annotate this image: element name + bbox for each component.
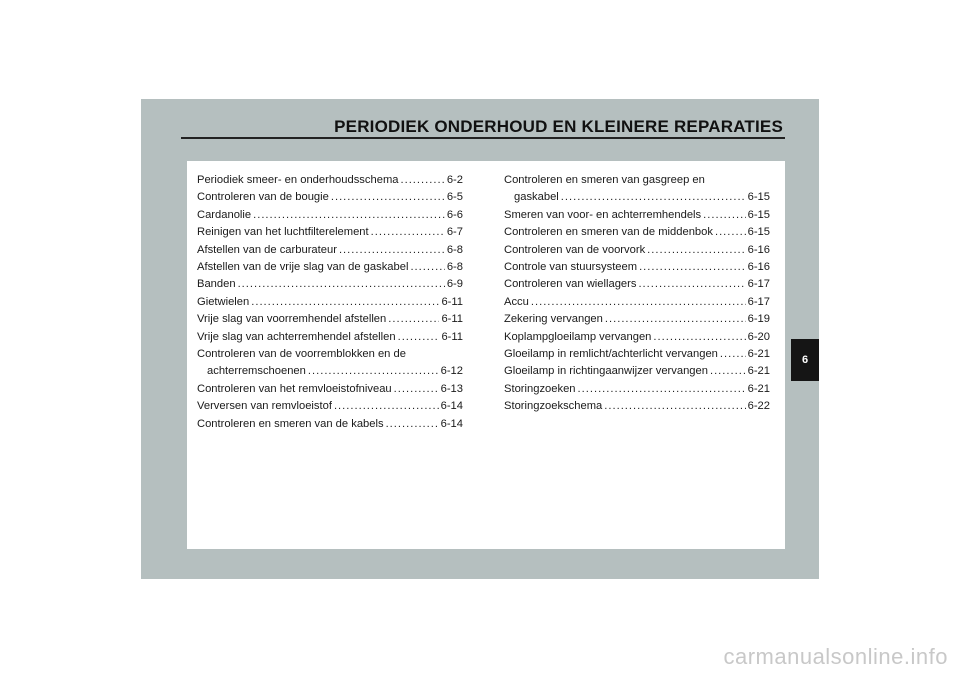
toc-entry-title: Controleren en smeren van de middenbok — [504, 226, 713, 239]
toc-entry-title: Gloeilamp in richtingaanwijzer vervangen — [504, 365, 708, 378]
toc-entry-page: 6-12 — [440, 365, 463, 378]
toc-entry-title: Verversen van remvloeistof — [197, 400, 332, 413]
dot-leader — [334, 398, 439, 415]
toc-entry[interactable] — [504, 346, 770, 363]
dot-leader — [388, 311, 439, 328]
toc-entry-page: 6-8 — [446, 261, 463, 274]
toc-entry-title: Afstellen van de vrije slag van de gaskabel — [197, 261, 409, 274]
toc-entry-page: 6-8 — [446, 243, 463, 256]
page-title: PERIODIEK ONDERHOUD EN KLEINERE REPARATIES — [334, 117, 783, 136]
toc-entry-page: 6-7 — [446, 226, 463, 239]
toc-entry-page: 6-14 — [440, 417, 463, 430]
toc-entry-title: Storingzoekschema — [504, 400, 603, 413]
toc-entry-title: Smeren van voor- en achterremhendels — [504, 208, 702, 221]
toc-entry[interactable] — [197, 207, 463, 224]
toc-entry-title: Zekering vervangen — [504, 313, 603, 326]
dot-leader — [653, 329, 745, 346]
toc-entry[interactable] — [504, 329, 770, 346]
toc-entry-page: 6-17 — [747, 295, 770, 308]
toc-entry-title: Controleren van wiellagers — [504, 278, 637, 291]
toc-entry-title: Accu — [504, 295, 529, 308]
dot-leader — [386, 416, 439, 433]
toc-entry-title: Storingzoeken — [504, 382, 576, 395]
toc-entry-page: 6-11 — [441, 295, 463, 308]
toc-entry-page: 6-17 — [747, 278, 770, 291]
toc-entry-page: 6-11 — [441, 330, 463, 343]
toc-entry-title: gaskabel — [514, 191, 559, 204]
title-underline — [181, 137, 785, 139]
toc-entry-title: Reinigen van het luchtfilterelement — [197, 226, 369, 239]
toc-entry-page: 6-2 — [446, 174, 463, 186]
dot-leader — [251, 294, 439, 311]
dot-leader — [710, 363, 746, 380]
dot-leader — [400, 172, 444, 189]
toc-entry-title: Banden — [197, 278, 236, 291]
toc-entry[interactable] — [197, 398, 463, 415]
dot-leader — [720, 346, 746, 363]
toc-entry[interactable] — [504, 311, 770, 328]
toc-entry-title: Controleren van het remvloeistofniveau — [197, 382, 392, 395]
dot-leader — [394, 381, 439, 398]
toc-entry[interactable] — [197, 224, 463, 241]
toc-entry-page: 6-20 — [747, 330, 770, 343]
toc-entry[interactable] — [197, 416, 463, 433]
toc-entry[interactable] — [197, 189, 463, 206]
toc-entry-page: 6-21 — [747, 382, 770, 395]
watermark: carmanualsonline.info — [723, 644, 948, 669]
toc-panel — [187, 161, 785, 549]
chapter-tab[interactable] — [791, 339, 819, 381]
dot-leader — [561, 189, 746, 206]
dot-leader — [703, 207, 745, 224]
dot-leader — [604, 398, 745, 415]
toc-entry[interactable] — [197, 242, 463, 259]
toc-entry[interactable] — [504, 381, 770, 398]
toc-entry-title: Gloeilamp in remlicht/achterlicht vervangen — [504, 348, 718, 361]
dot-leader — [715, 224, 746, 241]
toc-entry-title: Periodiek smeer- en onderhoudsschema — [197, 174, 399, 186]
toc-column-right — [504, 172, 770, 416]
toc-entry-page: 6-15 — [747, 191, 770, 204]
toc-column-left — [197, 172, 463, 433]
toc-entry-page: 6-9 — [446, 278, 463, 291]
toc-entry-page: 6-14 — [440, 400, 463, 413]
toc-entry-page: 6-15 — [747, 208, 770, 221]
dot-leader — [410, 259, 444, 276]
toc-entry[interactable] — [504, 259, 770, 276]
toc-entry-page: 6-13 — [440, 382, 463, 395]
toc-entry[interactable] — [197, 346, 463, 381]
toc-entry[interactable] — [197, 172, 463, 189]
toc-entry-title: Vrije slag van achterremhendel afstellen — [197, 330, 396, 343]
toc-entry[interactable] — [197, 311, 463, 328]
toc-entry[interactable] — [504, 224, 770, 241]
toc-entry[interactable] — [504, 242, 770, 259]
toc-entry-title: Gietwielen — [197, 295, 250, 308]
toc-entry-page: 6-21 — [747, 365, 770, 378]
toc-entry-page: 6-5 — [446, 191, 463, 204]
dot-leader — [647, 242, 745, 259]
toc-entry[interactable] — [504, 172, 770, 207]
dot-leader — [638, 276, 745, 293]
toc-entry-page: 6-16 — [747, 243, 770, 256]
dot-leader — [331, 189, 445, 206]
toc-entry-title: Controleren van de voorvork — [504, 243, 646, 256]
toc-entry-title: Cardanolie — [197, 208, 252, 221]
toc-entry-title: Vrije slag van voorremhendel afstellen — [197, 313, 387, 326]
toc-entry-page: 6-6 — [446, 208, 463, 221]
dot-leader — [339, 242, 445, 259]
dot-leader — [238, 276, 445, 293]
dot-leader — [398, 329, 440, 346]
toc-entry[interactable] — [197, 329, 463, 346]
dot-leader — [371, 224, 445, 241]
toc-entry-page: 6-21 — [747, 348, 770, 361]
toc-entry-title: Koplampgloeilamp vervangen — [504, 330, 652, 343]
toc-entry[interactable] — [197, 259, 463, 276]
toc-entry-page: 6-16 — [747, 261, 770, 274]
toc-entry-title-line1: Controleren en smeren van gasgreep en — [504, 174, 705, 186]
toc-entry[interactable] — [504, 363, 770, 380]
dot-leader — [308, 363, 439, 380]
toc-entry-title: Controleren van de bougie — [197, 191, 329, 204]
toc-entry-title: Controleren en smeren van de kabels — [197, 417, 384, 430]
dot-leader — [531, 294, 746, 311]
chapter-tab-number: 6 — [801, 354, 809, 366]
toc-entry[interactable] — [197, 276, 463, 293]
toc-entry[interactable] — [504, 398, 770, 415]
manual-page — [141, 99, 819, 579]
toc-entry-page: 6-22 — [747, 400, 770, 413]
dot-leader — [578, 381, 746, 398]
dot-leader — [605, 311, 746, 328]
dot-leader — [253, 207, 445, 224]
dot-leader — [639, 259, 746, 276]
toc-entry[interactable] — [197, 381, 463, 398]
toc-entry[interactable] — [504, 276, 770, 293]
toc-entry-title-line1: Controleren van de voorremblokken en de — [197, 348, 406, 361]
toc-entry[interactable] — [197, 294, 463, 311]
toc-entry-page: 6-11 — [441, 313, 463, 326]
toc-entry-title: achterremschoenen — [207, 365, 306, 378]
toc-entry-title: Controle van stuursysteem — [504, 261, 638, 274]
toc-entry[interactable] — [504, 207, 770, 224]
toc-entry-page: 6-15 — [747, 226, 770, 239]
toc-entry[interactable] — [504, 294, 770, 311]
toc-entry-title: Afstellen van de carburateur — [197, 243, 337, 256]
toc-entry-page: 6-19 — [747, 313, 770, 326]
